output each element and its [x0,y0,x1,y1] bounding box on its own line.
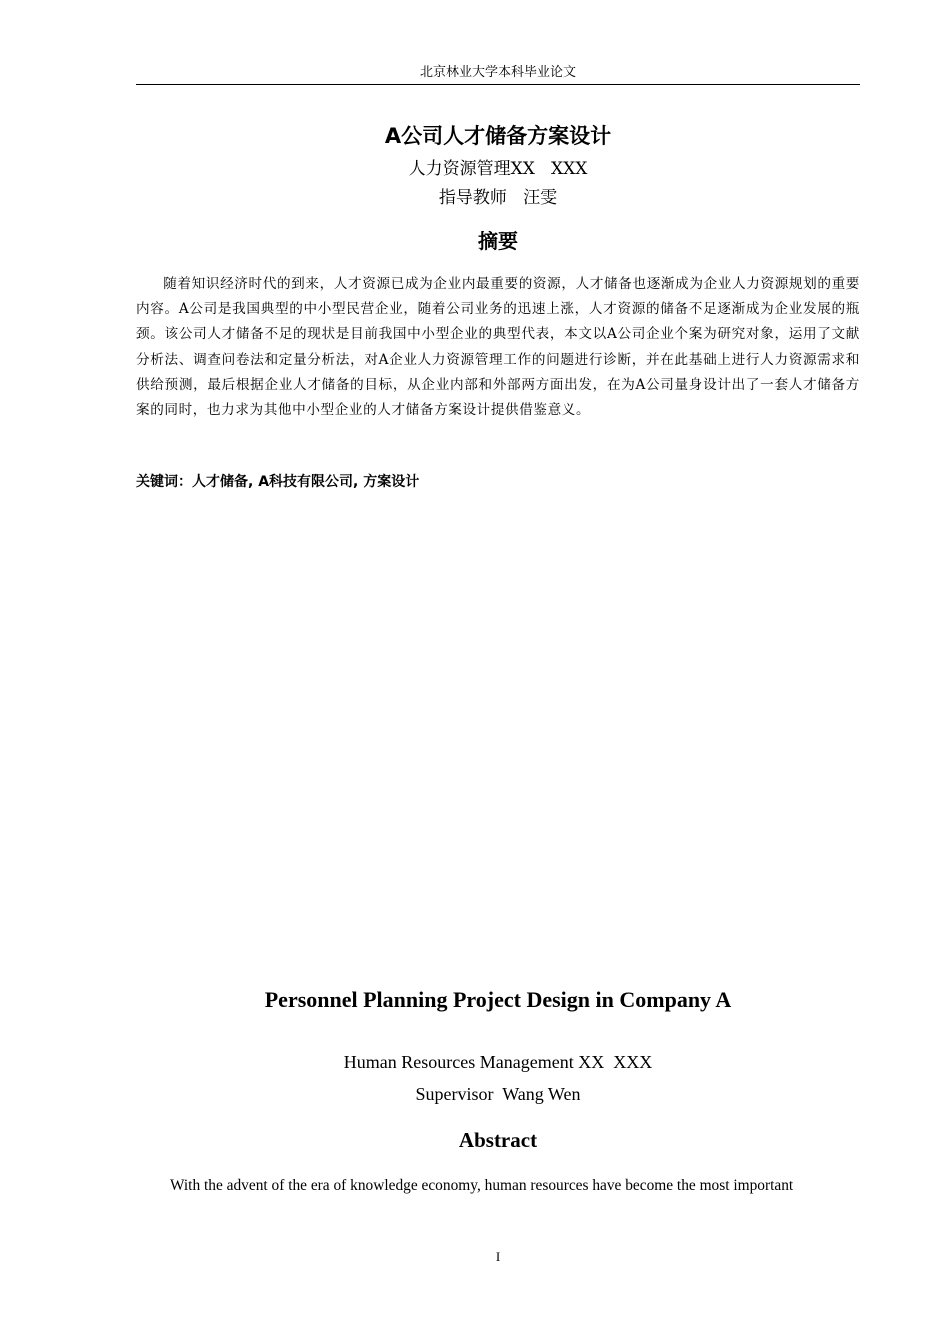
chinese-abstract-heading: 摘要 [478,229,518,253]
chinese-abstract-body: 随着知识经济时代的到来，人才资源已成为企业内最重要的资源，人才储备也逐渐成为企业人力资源规划的重要内容。A公司是我国典型的中小型民营企业，随着公司业务的迅速上涨，人才资源的储备不足逐渐成为企业发展的瓶颈。该公司人才储备不足的现状是目前我国中小型企业的典型代表，本文以A公司企业个案为研究对象，运用了文献分析法、调查问卷法和定量分析法，对A企业人力资源管理工作的问题进行诊断，并在此基础上进行人力资源需求和供给预测，最后根据企业人才储备的目标，从企业内部和外部两方面出发，在为A公司量身设计出了一套人才储备方案的同时，也力求为其他中小型企业的人才储备方案设计提供借鉴意义。 [136,276,860,419]
running-header: 北京林业大学本科毕业论文 [419,65,576,80]
chinese-keywords: 关键词：人才储备, A科技有限公司, 方案设计 [136,474,420,490]
english-abstract-heading: Abstract [458,1128,538,1152]
english-abstract-body: With the advent of the era of knowledge economy, human resources have become the most important [170,1177,794,1194]
english-author-line: Human Resources Management XX XXX [343,1052,653,1072]
chinese-supervisor-line: 指导教师 汪雯 [438,188,558,208]
page-number: I [495,1249,501,1264]
english-thesis-title: Personnel Planning Project Design in Company A [264,987,732,1012]
header-divider [136,84,860,85]
chinese-thesis-title: A公司人才储备方案设计 [384,124,612,148]
english-supervisor-line: Supervisor Wang Wen [415,1084,581,1104]
chinese-author-line: 人力资源管理XX XXX [408,159,588,179]
